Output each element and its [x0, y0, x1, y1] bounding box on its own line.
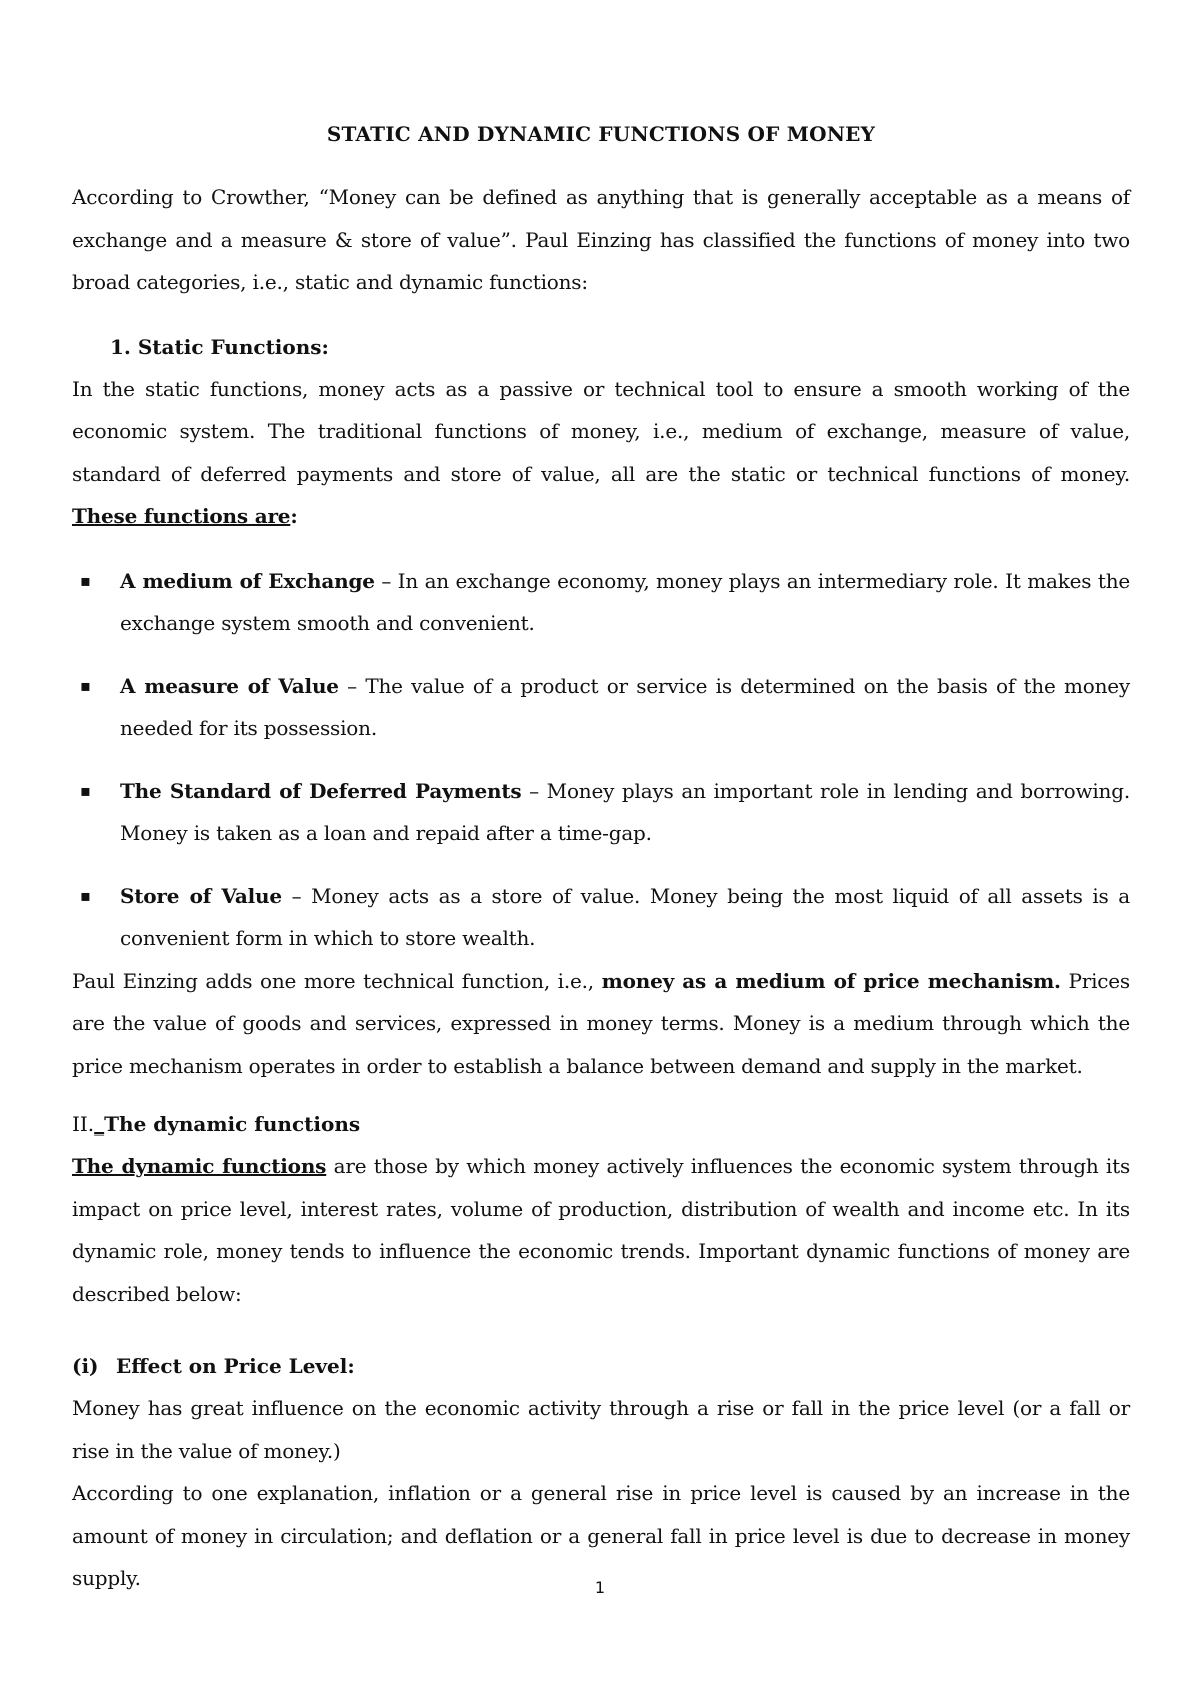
- bullet-text: – In an exchange economy, money plays an intermediary role. It makes the exchange system smooth and convenient.: [120, 568, 1131, 635]
- dynamic-functions-heading: [72, 1103, 1130, 1145]
- intro-paragraph: According to Crowther, “Money can be defined as anything that is generally acceptable as a means of exchange and a measure & store of value”. Paul Einzing has classified the functions of money into two broad categories, i.e., static and dynamic functions:: [72, 185, 1130, 294]
- dynamic-heading-prefix: II.: [72, 1112, 95, 1136]
- price-level-heading: [72, 1345, 1130, 1387]
- bullet-square-icon: ▪: [80, 570, 91, 590]
- price-level-number: (i): [72, 1354, 99, 1378]
- bullet-text: – Money plays an important role in lending and borrowing. Money is taken as a loan and repaid after a time-gap.: [120, 778, 1130, 845]
- bullet-square-icon: ▪: [80, 885, 91, 905]
- dynamic-heading-underscore: _: [94, 1112, 105, 1136]
- dynamic-heading-text: The dynamic functions: [104, 1112, 361, 1136]
- bullet-term: A medium of Exchange: [120, 568, 375, 593]
- dynamic-lead-term: The dynamic functions: [72, 1154, 327, 1178]
- dynamic-functions-text: are those by which money actively influences the economic system through its impact on price level, interest rates, volume of production, distribution of wealth and income etc. In its dynamic role, money tends to influence the economic trends. Important dynamic functions of money are described below:: [72, 1154, 1131, 1306]
- list-item: [72, 665, 1130, 750]
- document-title: STATIC AND DYNAMIC FUNCTIONS OF MONEY: [326, 122, 876, 146]
- static-functions-paragraph: [72, 368, 1130, 538]
- these-functions-are-label: These functions are: [72, 504, 291, 528]
- static-functions-list: [72, 560, 1130, 960]
- dynamic-functions-paragraph: [72, 1145, 1130, 1315]
- price-level-paragraph-1: Money has great influence on the economic activity through a rise or fall in the price level (or a fall or rise in the value of money.): [72, 1396, 1130, 1463]
- these-functions-colon: :: [290, 504, 298, 528]
- static-functions-text: In the static functions, money acts as a passive or technical tool to ensure a smooth working of the economic system. The traditional functions of money, i.e., medium of exchange, measure of value, standard of deferred payments and store of value, all are the static or technical functions of money.: [72, 376, 1130, 486]
- static-functions-heading: 1. Static Functions:: [110, 334, 329, 359]
- bullet-square-icon: ▪: [80, 780, 91, 800]
- einzing-text-end: Prices are the value of goods and services, expressed in money terms. Money is a medium through which the price mechanism operates in order to establish a balance between demand and supply in the market.: [72, 968, 1130, 1078]
- bullet-term: A measure of Value: [120, 673, 339, 698]
- price-mechanism-term: money as a medium of price mechanism.: [601, 968, 1061, 993]
- bullet-term: Store of Value: [120, 883, 282, 908]
- bullet-term: The Standard of Deferred Payments: [120, 778, 522, 803]
- list-item: [72, 875, 1130, 960]
- einzing-paragraph: [72, 960, 1130, 1088]
- list-item: [72, 770, 1130, 855]
- document-body: [72, 108, 1130, 1600]
- bullet-text: – The value of a product or service is determined on the basis of the money needed for its possession.: [120, 673, 1130, 740]
- price-level-title: Effect on Price Level:: [116, 1354, 355, 1378]
- list-item: [72, 560, 1130, 645]
- bullet-square-icon: ▪: [80, 675, 91, 695]
- page-number: 1: [594, 1578, 606, 1597]
- einzing-text-start: Paul Einzing adds one more technical function, i.e.,: [72, 968, 602, 993]
- bullet-text: – Money acts as a store of value. Money being the most liquid of all assets is a convenient form in which to store wealth.: [120, 883, 1130, 950]
- price-level-paragraph-2: According to one explanation, inflation or a general rise in price level is caused by an increase in the amount of money in circulation; and deflation or a general fall in price level is due to decrease in money supply.: [72, 1481, 1130, 1590]
